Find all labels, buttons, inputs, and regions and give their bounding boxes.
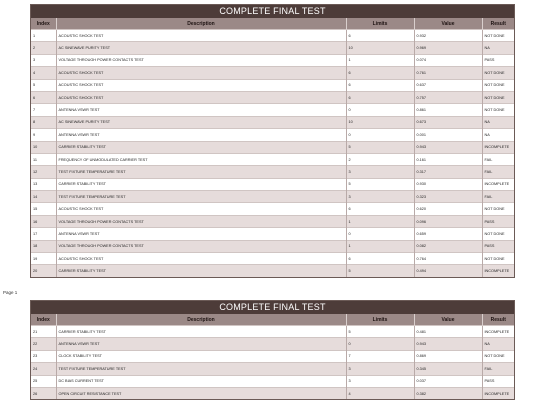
header-row xyxy=(31,314,514,326)
cell-result: PASS xyxy=(482,215,514,227)
cell-limits: 5 xyxy=(346,178,414,190)
cell-index: 21 xyxy=(31,326,56,338)
header-row xyxy=(31,18,514,30)
cell-description: ACOUSTIC SHOCK TEST xyxy=(56,253,346,265)
cell-value: 0.001 xyxy=(414,129,482,141)
cell-index: 18 xyxy=(31,240,56,252)
cell-description: TEST FIXTURE TEMPERATURE TEST xyxy=(56,191,346,203)
cell-limits: 6 xyxy=(346,91,414,103)
cell-index: 19 xyxy=(31,253,56,265)
cell-value: 0.481 xyxy=(414,326,482,338)
column-header-index: Index xyxy=(31,314,56,326)
cell-limits: 3 xyxy=(346,375,414,387)
cell-result: FAIL xyxy=(482,363,514,375)
cell-result: INCOMPLETE xyxy=(482,178,514,190)
table-row xyxy=(31,42,514,54)
cell-limits: 4 xyxy=(346,387,414,399)
cell-value: 0.673 xyxy=(414,116,482,128)
cell-limits: 6 xyxy=(346,67,414,79)
cell-limits: 3 xyxy=(346,166,414,178)
cell-result: NOT DONE xyxy=(482,253,514,265)
table-row xyxy=(31,67,514,79)
column-header-description: Description xyxy=(56,314,346,326)
cell-value: 0.764 xyxy=(414,253,482,265)
cell-result: PASS xyxy=(482,375,514,387)
cell-index: 3 xyxy=(31,54,56,66)
cell-index: 13 xyxy=(31,178,56,190)
cell-result: FAIL xyxy=(482,191,514,203)
cell-limits: 3 xyxy=(346,363,414,375)
cell-value: 0.074 xyxy=(414,54,482,66)
cell-index: 15 xyxy=(31,203,56,215)
column-header-value: Value xyxy=(414,18,482,30)
cell-description: FREQUENCY OF UNMODULATED CARRIER TEST xyxy=(56,153,346,165)
cell-result: NA xyxy=(482,116,514,128)
cell-value: 0.757 xyxy=(414,91,482,103)
cell-description: ACOUSTIC SHOCK TEST xyxy=(56,79,346,91)
table-row xyxy=(31,203,514,215)
column-header-result: Result xyxy=(482,18,514,30)
cell-value: 0.943 xyxy=(414,338,482,350)
cell-description: ACOUSTIC SHOCK TEST xyxy=(56,67,346,79)
cell-index: 26 xyxy=(31,387,56,399)
page-number-label: Page 1 xyxy=(3,290,18,295)
cell-description: CARRIER STABILITY TEST xyxy=(56,178,346,190)
column-header-value: Value xyxy=(414,314,482,326)
table-title: COMPLETE FINAL TEST xyxy=(31,301,514,314)
cell-value: 0.323 xyxy=(414,191,482,203)
cell-value: 0.943 xyxy=(414,141,482,153)
table-row xyxy=(31,265,514,277)
cell-value: 0.659 xyxy=(414,228,482,240)
cell-limits: 7 xyxy=(346,350,414,362)
cell-value: 0.161 xyxy=(414,153,482,165)
cell-limits: 10 xyxy=(346,116,414,128)
cell-index: 2 xyxy=(31,42,56,54)
cell-limits: 5 xyxy=(346,265,414,277)
cell-description: VOLTAGE THROUGH POWER CONTACTS TEST xyxy=(56,240,346,252)
cell-index: 16 xyxy=(31,215,56,227)
cell-description: ACOUSTIC SHOCK TEST xyxy=(56,203,346,215)
cell-result: NOT DONE xyxy=(482,203,514,215)
cell-result: INCOMPLETE xyxy=(482,141,514,153)
table-row xyxy=(31,350,514,362)
cell-description: DC BIAS CURRENT TEST xyxy=(56,375,346,387)
table-row xyxy=(31,338,514,350)
cell-index: 25 xyxy=(31,375,56,387)
table-row xyxy=(31,91,514,103)
cell-description: CLOCK STABILITY TEST xyxy=(56,350,346,362)
cell-index: 7 xyxy=(31,104,56,116)
table-row xyxy=(31,240,514,252)
cell-index: 12 xyxy=(31,166,56,178)
cell-description: CARRIER STABILITY TEST xyxy=(56,265,346,277)
cell-limits: 0 xyxy=(346,104,414,116)
cell-value: 0.930 xyxy=(414,178,482,190)
cell-index: 8 xyxy=(31,116,56,128)
cell-value: 0.096 xyxy=(414,215,482,227)
cell-index: 4 xyxy=(31,67,56,79)
cell-result: INCOMPLETE xyxy=(482,326,514,338)
table-row xyxy=(31,387,514,399)
cell-index: 20 xyxy=(31,265,56,277)
table-row xyxy=(31,141,514,153)
cell-value: 0.317 xyxy=(414,166,482,178)
cell-result: NOT DONE xyxy=(482,228,514,240)
cell-result: INCOMPLETE xyxy=(482,387,514,399)
table-row xyxy=(31,30,514,42)
cell-description: VOLTAGE THROUGH POWER CONTACTS TEST xyxy=(56,215,346,227)
cell-description: VOLTAGE THROUGH POWER CONTACTS TEST xyxy=(56,54,346,66)
table-row xyxy=(31,153,514,165)
cell-value: 0.932 xyxy=(414,30,482,42)
cell-result: NOT DONE xyxy=(482,79,514,91)
cell-result: NOT DONE xyxy=(482,67,514,79)
results-table xyxy=(31,18,514,277)
cell-index: 17 xyxy=(31,228,56,240)
cell-limits: 1 xyxy=(346,54,414,66)
cell-index: 11 xyxy=(31,153,56,165)
table-row xyxy=(31,326,514,338)
cell-value: 0.082 xyxy=(414,240,482,252)
table-row xyxy=(31,375,514,387)
cell-description: ANTENNA VSWR TEST xyxy=(56,104,346,116)
cell-value: 0.637 xyxy=(414,79,482,91)
cell-description: ACOUSTIC SHOCK TEST xyxy=(56,91,346,103)
results-table xyxy=(31,314,514,399)
cell-limits: 5 xyxy=(346,141,414,153)
cell-limits: 1 xyxy=(346,240,414,252)
cell-index: 24 xyxy=(31,363,56,375)
cell-index: 5 xyxy=(31,79,56,91)
cell-description: CARRIER STABILITY TEST xyxy=(56,326,346,338)
cell-result: INCOMPLETE xyxy=(482,265,514,277)
cell-description: TEST FIXTURE TEMPERATURE TEST xyxy=(56,363,346,375)
cell-value: 0.969 xyxy=(414,42,482,54)
cell-limits: 0 xyxy=(346,338,414,350)
cell-limits: 6 xyxy=(346,79,414,91)
cell-description: TEST FIXTURE TEMPERATURE TEST xyxy=(56,166,346,178)
cell-index: 9 xyxy=(31,129,56,141)
column-header-limits: Limits xyxy=(346,314,414,326)
cell-result: NOT DONE xyxy=(482,350,514,362)
column-header-limits: Limits xyxy=(346,18,414,30)
cell-result: NA xyxy=(482,338,514,350)
cell-value: 0.494 xyxy=(414,265,482,277)
test-table-block-2 xyxy=(30,300,515,400)
cell-description: ANTENNA VSWR TEST xyxy=(56,228,346,240)
cell-result: FAIL xyxy=(482,153,514,165)
cell-limits: 6 xyxy=(346,203,414,215)
cell-description: AC SINEWAVE PURITY TEST xyxy=(56,116,346,128)
cell-result: NOT DONE xyxy=(482,104,514,116)
cell-result: NA xyxy=(482,42,514,54)
cell-result: NOT DONE xyxy=(482,30,514,42)
table-row xyxy=(31,253,514,265)
table-row xyxy=(31,215,514,227)
cell-limits: 3 xyxy=(346,191,414,203)
table-row xyxy=(31,104,514,116)
column-header-description: Description xyxy=(56,18,346,30)
cell-value: 0.345 xyxy=(414,363,482,375)
cell-value: 0.382 xyxy=(414,387,482,399)
table-row xyxy=(31,178,514,190)
cell-result: FAIL xyxy=(482,166,514,178)
cell-result: PASS xyxy=(482,240,514,252)
table-row xyxy=(31,116,514,128)
cell-index: 22 xyxy=(31,338,56,350)
table-row xyxy=(31,363,514,375)
cell-limits: 5 xyxy=(346,326,414,338)
cell-description: OPEN CIRCUIT RESISTANCE TEST xyxy=(56,387,346,399)
cell-description: AC SINEWAVE PURITY TEST xyxy=(56,42,346,54)
column-header-result: Result xyxy=(482,314,514,326)
column-header-index: Index xyxy=(31,18,56,30)
table-row xyxy=(31,54,514,66)
cell-description: CARRIER STABILITY TEST xyxy=(56,141,346,153)
table-row xyxy=(31,79,514,91)
cell-result: NOT DONE xyxy=(482,91,514,103)
cell-description: ANTENNA VSWR TEST xyxy=(56,338,346,350)
cell-value: 0.869 xyxy=(414,350,482,362)
cell-value: 0.037 xyxy=(414,375,482,387)
cell-index: 10 xyxy=(31,141,56,153)
cell-index: 14 xyxy=(31,191,56,203)
cell-description: ACOUSTIC SHOCK TEST xyxy=(56,30,346,42)
cell-limits: 0 xyxy=(346,228,414,240)
cell-limits: 1 xyxy=(346,215,414,227)
cell-result: NA xyxy=(482,129,514,141)
test-table-block-1 xyxy=(30,4,515,278)
cell-result: PASS xyxy=(482,54,514,66)
cell-value: 0.761 xyxy=(414,67,482,79)
cell-index: 23 xyxy=(31,350,56,362)
cell-index: 1 xyxy=(31,30,56,42)
table-row xyxy=(31,191,514,203)
cell-value: 0.861 xyxy=(414,104,482,116)
cell-limits: 6 xyxy=(346,30,414,42)
cell-index: 6 xyxy=(31,91,56,103)
cell-limits: 2 xyxy=(346,153,414,165)
cell-limits: 10 xyxy=(346,42,414,54)
table-row xyxy=(31,166,514,178)
table-title: COMPLETE FINAL TEST xyxy=(31,5,514,18)
cell-limits: 6 xyxy=(346,253,414,265)
table-row xyxy=(31,129,514,141)
cell-limits: 0 xyxy=(346,129,414,141)
cell-description: ANTENNA VSWR TEST xyxy=(56,129,346,141)
table-row xyxy=(31,228,514,240)
cell-value: 0.620 xyxy=(414,203,482,215)
